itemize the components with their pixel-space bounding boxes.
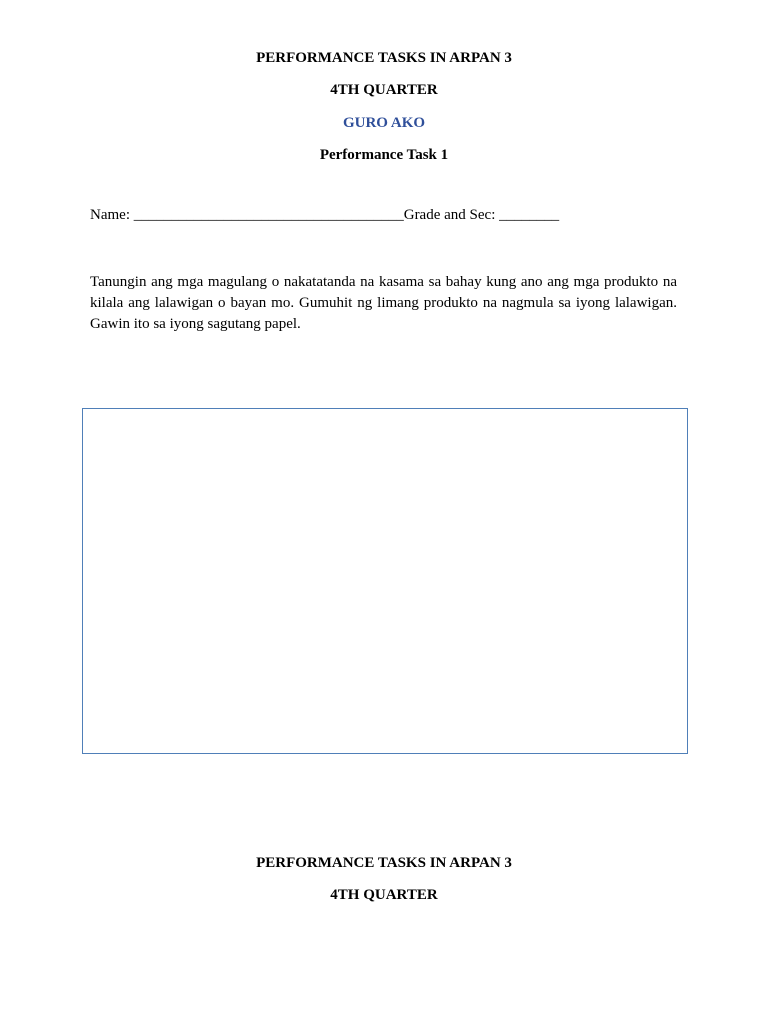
quarter-heading: 4TH QUARTER bbox=[330, 82, 438, 98]
document-title: PERFORMANCE TASKS IN ARPAN 3 bbox=[256, 50, 512, 66]
page2-quarter-heading: 4TH QUARTER bbox=[330, 887, 438, 903]
task-heading: Performance Task 1 bbox=[319, 147, 449, 163]
instructions-paragraph: Tanungin ang mga magulang o nakatatanda na kasama sa bahay kung ano ang mga produkto na kilala ang lalawigan o bayan mo. Gumuhit ng limang produkto na nagmula sa iyong lalawigan. Gawin ito sa iyong sagutang papel. bbox=[90, 274, 677, 332]
drawing-box bbox=[82, 408, 688, 754]
brand-heading: GURO AKO bbox=[342, 115, 426, 131]
page2-title: PERFORMANCE TASKS IN ARPAN 3 bbox=[256, 855, 512, 871]
name-grade-field: Name: ____________________________________Grade and Sec: ________ bbox=[90, 207, 560, 223]
